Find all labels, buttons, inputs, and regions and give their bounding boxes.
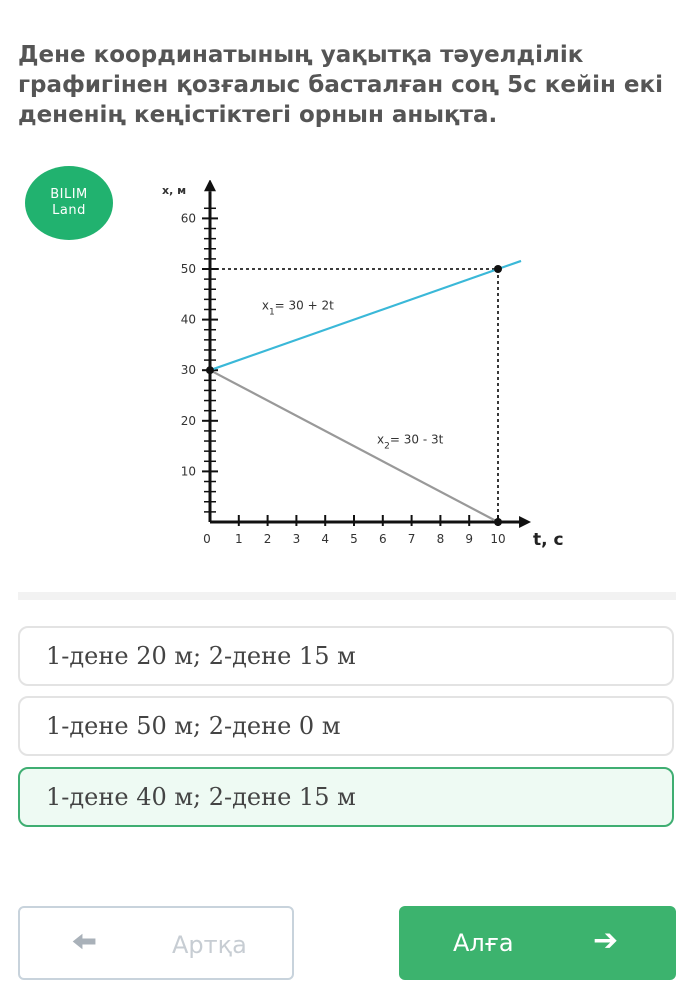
y-axis-label: x, м [162, 184, 187, 198]
logo-line-2: Land [52, 203, 86, 218]
x-tick-label: 7 [407, 532, 416, 546]
y-tick-label: 30 [180, 363, 196, 378]
y-axis-arrow [204, 180, 216, 191]
back-button-label: Артқа [172, 931, 247, 959]
y-tick-label: 50 [180, 262, 196, 276]
x-tick-label: 0 [203, 532, 211, 546]
x-axis-arrow [519, 516, 531, 528]
x-tick-label: 4 [321, 532, 330, 546]
x-tick-label: 6 [378, 532, 387, 546]
option-3-label: 1-дене 40 м; 2-дене 15 м [46, 783, 356, 811]
data-point [494, 518, 502, 526]
y-tick-label: 10 [180, 464, 196, 479]
y-tick-label: 60 [180, 211, 196, 226]
x-tick-label: 9 [465, 532, 474, 546]
position-time-graph [150, 180, 570, 570]
series-label-2: $x_2= 30 - 3t$ [377, 432, 444, 452]
option-3[interactable] [18, 767, 674, 827]
next-button[interactable] [399, 906, 676, 980]
x-tick-label: 5 [350, 532, 358, 546]
option-2-label: 1-дене 50 м; 2-дене 0 м [46, 712, 341, 740]
next-button-label: Алға [453, 929, 514, 957]
y-tick-label: 20 [180, 413, 196, 428]
x-tick-label: 10 [490, 532, 506, 546]
arrow-left-icon: 🠨 [72, 925, 97, 960]
bilimland-logo [25, 166, 113, 240]
x-tick-label: 3 [292, 532, 301, 546]
option-1-label: 1-дене 20 м; 2-дене 15 м [46, 642, 356, 670]
series-line-1 [210, 261, 521, 370]
x-tick-label: 2 [263, 532, 272, 546]
separator [18, 592, 676, 600]
series-label-1: $x_1= 30 + 2t$ [261, 298, 334, 318]
question-text: Дене координатының уақытқа тәуелділік графигінен қозғалыс басталған соң 5с кейін екі дененің кеңістіктегі орнын анықта. [18, 42, 663, 128]
data-point [494, 265, 502, 273]
series-line-2 [210, 370, 498, 522]
option-2[interactable] [18, 696, 674, 756]
x-tick-label: 8 [436, 532, 445, 546]
back-button[interactable] [18, 906, 294, 980]
logo-line-1: BILIM [50, 187, 88, 202]
option-1[interactable] [18, 626, 674, 686]
x-tick-label: 1 [234, 532, 243, 546]
data-point [206, 366, 214, 374]
y-tick-label: 40 [180, 312, 196, 327]
arrow-right-icon: ➔ [593, 923, 619, 958]
x-axis-label: t, c [533, 530, 564, 550]
